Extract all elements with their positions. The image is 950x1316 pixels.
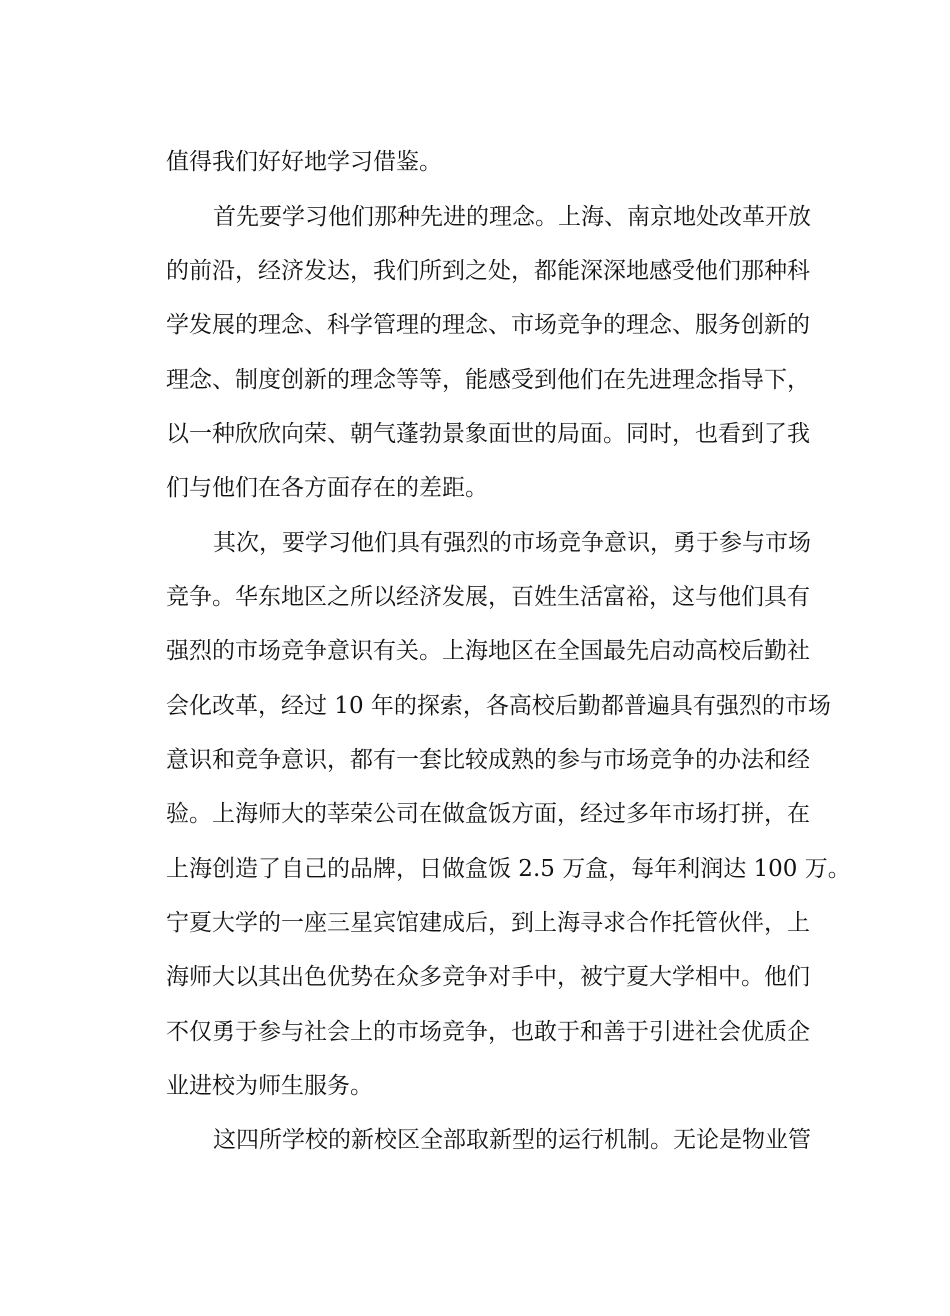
text-line: 意识和竞争意识，都有一套比较成熟的参与市场竞争的办法和经 [166, 747, 810, 773]
text-line: 上海创造了自己的品牌，日做盒饭 2.5 万盒，每年利润达 100 万。 [166, 856, 851, 882]
text-line: 这四所学校的新校区全部取新型的运行机制。无论是物业管 [213, 1127, 811, 1153]
text-line: 验。上海师大的莘荣公司在做盒饭方面，经过多年市场打拼，在 [166, 801, 810, 827]
text-line: 们与他们在各方面存在的差距。 [166, 475, 488, 501]
text-line: 不仅勇于参与社会上的市场竞争，也敢于和善于引进社会优质企 [166, 1019, 810, 1045]
text-line: 首先要学习他们那种先进的理念。上海、南京地处改革开放 [213, 204, 811, 230]
text-line: 强烈的市场竞争意识有关。上海地区在全国最先启动高校后勤社 [166, 638, 810, 664]
text-line: 会化改革，经过 10 年的探索，各高校后勤都普遍具有强烈的市场 [166, 693, 831, 719]
text-line: 业进校为师生服务。 [166, 1073, 373, 1099]
text-line: 以一种欣欣向荣、朝气蓬勃景象面世的局面。同时，也看到了我 [166, 421, 810, 447]
text-line: 竞争。华东地区之所以经济发展，百姓生活富裕，这与他们具有 [166, 584, 810, 610]
text-line: 值得我们好好地学习借鉴。 [166, 149, 442, 175]
text-line: 海师大以其出色优势在众多竞争对手中，被宁夏大学相中。他们 [166, 964, 810, 990]
text-line: 宁夏大学的一座三星宾馆建成后，到上海寻求合作托管伙伴，上 [166, 910, 810, 936]
text-line: 学发展的理念、科学管理的理念、市场竞争的理念、服务创新的 [166, 312, 810, 338]
text-line: 其次，要学习他们具有强烈的市场竞争意识，勇于参与市场 [213, 530, 811, 556]
text-line: 的前沿，经济发达，我们所到之处，都能深深地感受他们那种科 [166, 258, 810, 284]
text-line: 理念、制度创新的理念等等，能感受到他们在先进理念指导下， [166, 367, 810, 393]
